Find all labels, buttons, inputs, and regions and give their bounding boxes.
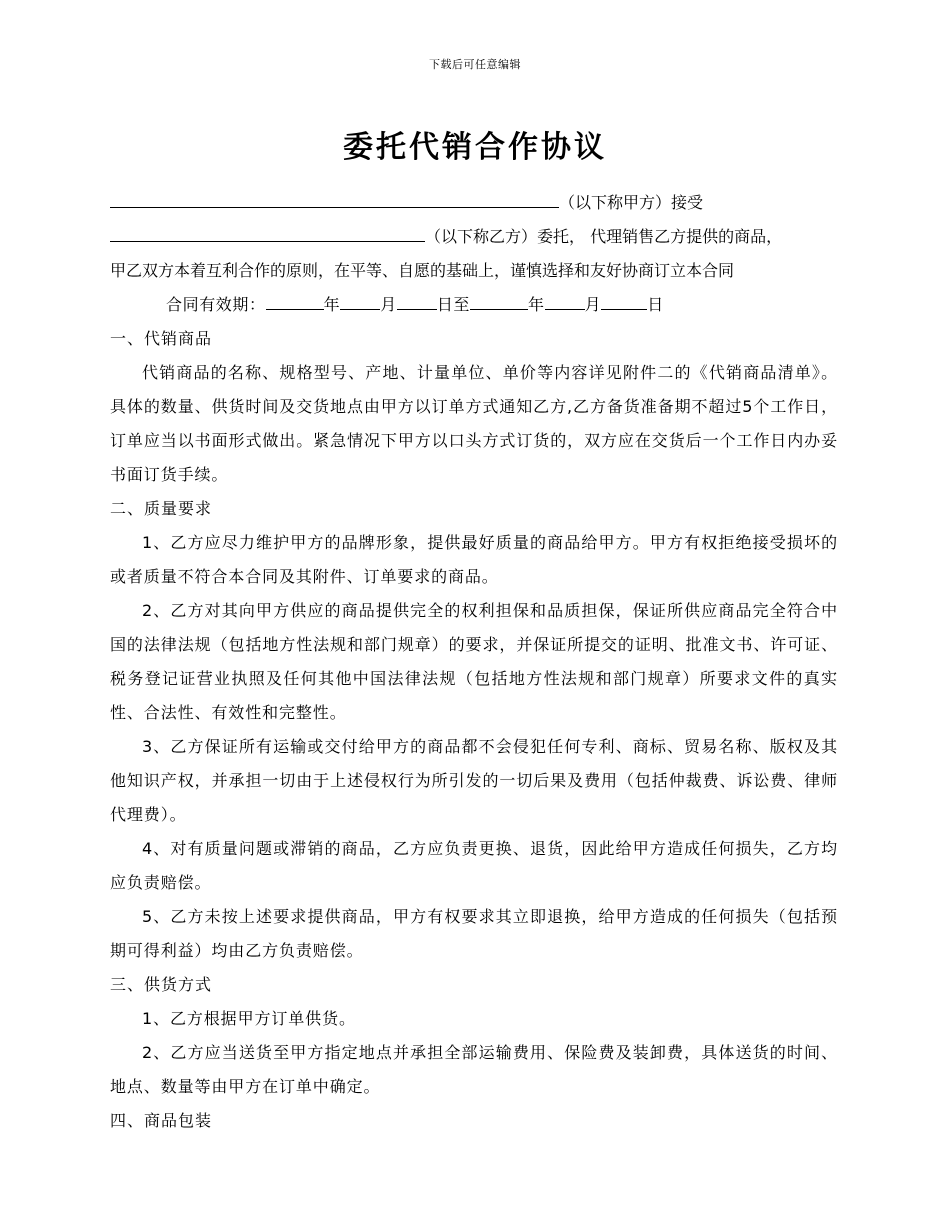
- party-a-suffix: （以下称甲方）接受: [559, 193, 704, 212]
- end-month-blank[interactable]: [545, 291, 585, 310]
- party-a-blank[interactable]: [110, 189, 559, 208]
- year-label: 年: [323, 295, 341, 314]
- end-day-blank[interactable]: [601, 291, 647, 310]
- header-note: 下载后可任意编辑: [429, 58, 521, 71]
- validity-label: 合同有效期：: [166, 295, 266, 314]
- month-label: 月: [380, 295, 397, 314]
- day-to-label: 日至: [436, 295, 471, 314]
- section-heading: 三、供货方式: [110, 975, 213, 994]
- start-month-blank[interactable]: [340, 291, 380, 310]
- day-label: 日: [647, 295, 664, 314]
- end-year-blank[interactable]: [470, 291, 528, 310]
- party-b-line: [110, 220, 838, 254]
- section-heading: 二、质量要求: [110, 499, 213, 518]
- validity-line: [110, 288, 838, 322]
- paragraph: 2、乙方对其向甲方供应的商品提供完全的权利担保和品质担保，保证所供应商品完全符合中国的法律法规（包括地方性法规和部门规章）的要求，并保证所提交的证明、批准文书、许可证、税务登记证营业执照及任何其他中国法律法规（包括地方性法规和部门规章）所要求文件的真实性、合法性、有效性和完整性。: [110, 601, 838, 722]
- paragraph: 3、乙方保证所有运输或交付给甲方的商品都不会侵犯任何专利、商标、贸易名称、版权及其他知识产权，并承担一切由于上述侵权行为所引发的一切后果及费用（包括仲裁费、诉讼费、律师代理费）。: [110, 737, 838, 824]
- section-heading: 四、商品包装: [110, 1111, 213, 1130]
- party-b-blank[interactable]: [110, 223, 425, 242]
- paragraph: 4、对有质量问题或滞销的商品，乙方应负责更换、退货，因此给甲方造成任何损失，乙方均应负责赔偿。: [110, 839, 838, 892]
- principle-line: 甲乙双方本着互利合作的原则，在平等、自愿的基础上，谨慎选择和友好协商订立本合同: [110, 261, 735, 280]
- party-b-suffix: （以下称乙方）委托， 代理销售乙方提供的商品，: [425, 227, 783, 246]
- year-label: 年: [528, 295, 545, 314]
- document-body: [110, 186, 838, 1138]
- start-year-blank[interactable]: [266, 291, 324, 310]
- paragraph: 2、乙方应当送货至甲方指定地点并承担全部运输费用、保险费及装卸费，具体送货的时间、地点、数量等由甲方在订单中确定。: [110, 1043, 838, 1096]
- paragraph: 5、乙方未按上述要求提供商品，甲方有权要求其立即退换，给甲方造成的任何损失（包括预期可得利益）均由乙方负责赔偿。: [110, 907, 838, 960]
- section-heading: 一、代销商品: [110, 329, 213, 348]
- paragraph: 1、乙方根据甲方订单供货。: [142, 1009, 356, 1028]
- paragraph: 代销商品的名称、规格型号、产地、计量单位、单价等内容详见附件二的《代销商品清单》。具体的数量、供货时间及交货地点由甲方以订单方式通知乙方,乙方备货准备期不超过5个工作日，订单应当以书面形式做出。紧急情况下甲方以口头方式订货的，双方应在交货后一个工作日内办妥书面订货手续。: [110, 363, 838, 484]
- party-a-line: [110, 186, 838, 220]
- paragraph: 1、乙方应尽力维护甲方的品牌形象，提供最好质量的商品给甲方。甲方有权拒绝接受损坏的或者质量不符合本合同及其附件、订单要求的商品。: [110, 533, 838, 586]
- document-title: 委托代销合作协议: [343, 130, 607, 165]
- start-day-blank[interactable]: [397, 291, 437, 310]
- month-label: 月: [584, 295, 602, 314]
